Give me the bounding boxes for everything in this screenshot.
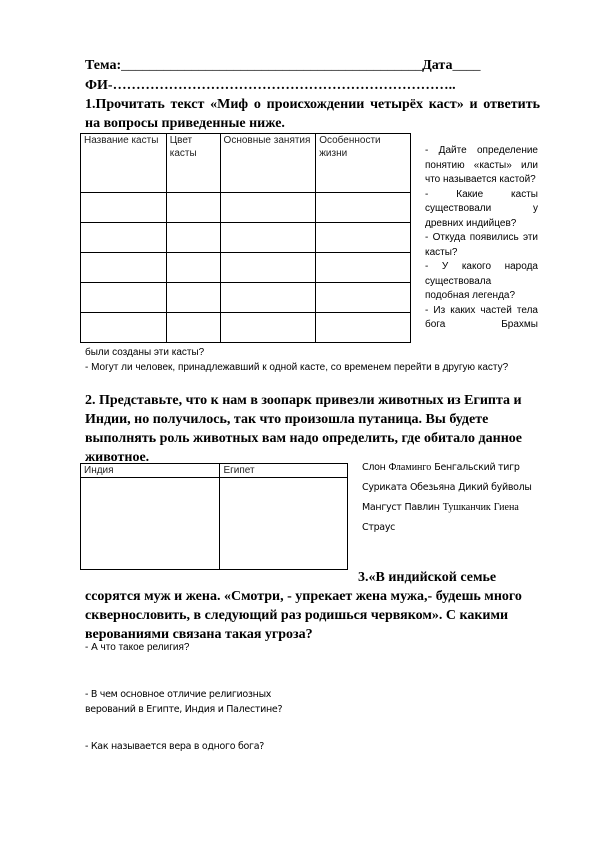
- animal-item[interactable]: Дикий буйволы: [458, 482, 532, 493]
- task2-title-line2: Индии, но получилось, так что произошла путаница. Вы будете: [85, 412, 489, 427]
- table-cell[interactable]: [81, 193, 167, 223]
- animal-item[interactable]: Фламинго: [388, 462, 432, 473]
- question-item: - Откуда появились эти касты?: [425, 232, 538, 258]
- zoo-cell-india[interactable]: [81, 478, 220, 570]
- table-row[interactable]: [81, 478, 348, 570]
- table-row[interactable]: [81, 223, 411, 253]
- table-cell[interactable]: [316, 313, 411, 343]
- table-row[interactable]: [81, 283, 411, 313]
- animal-row: [362, 498, 547, 518]
- task1-title-line2: на вопросы приведенные ниже.: [85, 116, 285, 131]
- caste-table-header: [81, 134, 411, 193]
- zoo-table-header-india: Индия: [81, 464, 220, 478]
- task2-title-line4: животное.: [85, 450, 150, 465]
- table-cell[interactable]: [166, 253, 220, 283]
- task1-questions: [425, 144, 538, 333]
- question-item: - У какого народа существовала подобная легенда?: [425, 261, 538, 301]
- name-row: [85, 78, 456, 94]
- task3-question1: - А что такое религия?: [85, 642, 190, 653]
- caste-table-header-color: Цвет касты: [166, 134, 220, 193]
- caste-table-header-life: Особенности жизни: [316, 134, 411, 193]
- table-cell[interactable]: [81, 253, 167, 283]
- zoo-table-header-egypt: Египет: [220, 464, 348, 478]
- task3-question2: [85, 687, 282, 717]
- question-item-cont: были созданы эти касты?: [85, 347, 205, 358]
- name-label: ФИ-: [85, 78, 113, 93]
- table-row[interactable]: [81, 253, 411, 283]
- table-cell[interactable]: [220, 223, 316, 253]
- table-cell[interactable]: [81, 223, 167, 253]
- task1-title-line1: 1.Прочитать текст «Миф о происхождении четырёх каст» и ответить: [85, 97, 540, 112]
- animal-item[interactable]: Гиена: [493, 502, 519, 513]
- table-cell[interactable]: [81, 283, 167, 313]
- topic-label: Тема:: [85, 58, 122, 73]
- task3-title-line1: 3.«В индийской семье: [358, 570, 497, 585]
- task3-title-line4: верованиями связана такая угроза?: [85, 627, 313, 642]
- task3-title-line3: сквернословить, в следующий раз родишься червяком». С какими: [85, 608, 509, 623]
- animal-item[interactable]: Бенгальский тигр: [434, 462, 520, 473]
- animal-row: [362, 458, 547, 478]
- table-cell[interactable]: [220, 253, 316, 283]
- task1-questions-tail: [85, 346, 540, 375]
- task2-title-line3: выполнять роль животных вам надо определить, где обитало данное: [85, 431, 522, 446]
- caste-table: [80, 133, 411, 343]
- topic-line: ___________________________________________: [121, 58, 423, 73]
- name-line: ………………………………………………………………..: [112, 78, 456, 93]
- date-line: ____: [452, 58, 481, 73]
- animal-item[interactable]: Страус: [362, 522, 396, 533]
- table-cell[interactable]: [316, 193, 411, 223]
- animal-item[interactable]: Обезьяна: [409, 482, 456, 493]
- table-cell[interactable]: [81, 313, 167, 343]
- question-item: - Дайте определение понятию «касты» или что называется кастой?: [425, 145, 538, 185]
- animal-item[interactable]: Суриката: [362, 482, 407, 493]
- table-cell[interactable]: [166, 313, 220, 343]
- animal-row: [362, 478, 547, 498]
- date-label: Дата: [422, 58, 453, 73]
- task3-question2-line1: - В чем основное отличие религиозных: [85, 689, 272, 700]
- table-cell[interactable]: [220, 193, 316, 223]
- animal-item[interactable]: Павлин: [404, 502, 440, 513]
- task1-title: [85, 95, 540, 133]
- table-cell[interactable]: [166, 283, 220, 313]
- task3-title: [85, 587, 555, 644]
- question-item: - Могут ли человек, принадлежавший к одной касте, со временем перейти в другую касту?: [85, 361, 509, 373]
- task3-title-line2: ссорятся муж и жена. «Смотри, - упрекает жена мужа,- будешь много: [85, 589, 522, 604]
- table-cell[interactable]: [220, 313, 316, 343]
- table-cell[interactable]: [316, 223, 411, 253]
- caste-table-header-name: Название касты: [81, 134, 167, 193]
- question-item: - Из каких частей тела бога Брахмы: [425, 304, 538, 330]
- task3-question3: - Как называется вера в одного бога?: [85, 741, 265, 752]
- table-cell[interactable]: [166, 223, 220, 253]
- task2-title: [85, 391, 540, 467]
- table-cell[interactable]: [316, 253, 411, 283]
- table-cell[interactable]: [220, 283, 316, 313]
- table-row[interactable]: [81, 193, 411, 223]
- table-row[interactable]: [81, 313, 411, 343]
- topic-row: [85, 58, 480, 74]
- task3-question2-line2: верований в Египте, Индия и Палестине?: [85, 704, 283, 715]
- table-cell[interactable]: [166, 193, 220, 223]
- task2-title-line1: 2. Представьте, что к нам в зоопарк привезли животных из Египта и: [85, 393, 522, 408]
- animal-item[interactable]: Тушканчик: [442, 502, 491, 513]
- zoo-table-header: [81, 464, 348, 478]
- animal-item[interactable]: Слон: [362, 462, 386, 473]
- animal-list: [362, 458, 547, 538]
- zoo-cell-egypt[interactable]: [220, 478, 348, 570]
- animal-row: [362, 518, 547, 538]
- caste-table-header-occupation: Основные занятия: [220, 134, 316, 193]
- animal-item[interactable]: Мангуст: [362, 502, 402, 513]
- table-cell[interactable]: [316, 283, 411, 313]
- zoo-table: [80, 463, 348, 570]
- question-item: - Какие касты существовали у древних индийцев?: [425, 188, 538, 229]
